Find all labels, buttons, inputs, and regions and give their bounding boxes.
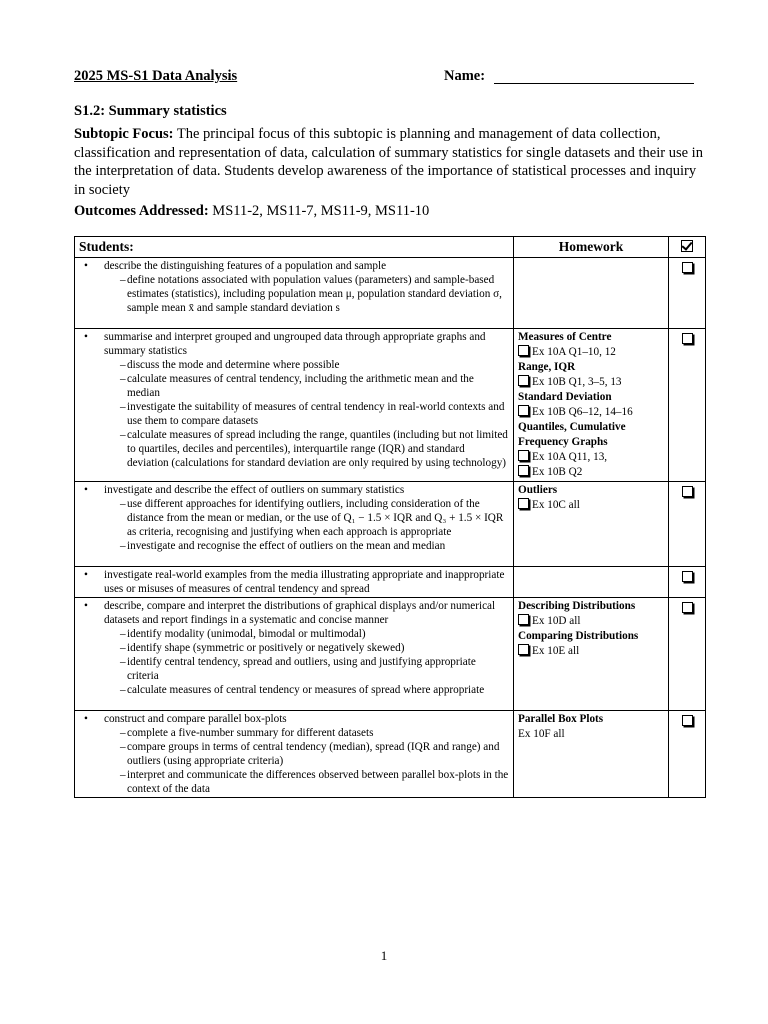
table-body xyxy=(75,258,706,798)
outcome-point xyxy=(79,599,509,697)
students-cell xyxy=(75,258,514,329)
homework-item xyxy=(518,498,664,513)
students-cell xyxy=(75,598,514,711)
students-header: Students: xyxy=(75,237,514,258)
homework-item xyxy=(518,465,664,480)
outcome-subpoint: – identify shape (symmetric or positively or negatively skewed) xyxy=(104,641,509,655)
outcome-subpoint: – define notations associated with population values (parameters) and sample-based estimates (statistics), including population mean μ, population standard deviation σ, sample mean x̄ and sample standard deviation s xyxy=(104,273,509,315)
completion-cell xyxy=(669,567,706,598)
homework-item-text: Ex 10F all xyxy=(518,728,565,740)
subtopic-title: S1.2: Summary statistics xyxy=(74,103,227,119)
outcome-point-text: construct and compare parallel box-plots xyxy=(104,713,287,725)
homework-heading: Range, IQR xyxy=(518,361,576,373)
homework-heading: Outliers xyxy=(518,484,558,496)
homework-item-text: Ex 10B Q1, 3–5, 13 xyxy=(532,376,622,388)
homework-item-text: Ex 10B Q2 xyxy=(532,466,583,478)
homework-item xyxy=(518,614,664,629)
homework-heading: Standard Deviation xyxy=(518,391,612,403)
checkbox-icon[interactable] xyxy=(518,375,529,386)
outcome-point-text: investigate real-world examples from the media illustrating appropriate and inappropriate uses or misuses of measures of central tendency and spread xyxy=(104,569,505,595)
table-row xyxy=(75,329,706,482)
course-title: 2025 MS-S1 Data Analysis xyxy=(74,68,238,84)
checkbox-icon[interactable] xyxy=(518,614,529,625)
homework-item-text: Ex 10E all xyxy=(532,645,580,657)
checkbox-icon[interactable] xyxy=(518,644,529,655)
completion-cell xyxy=(669,482,706,567)
subtopic-focus xyxy=(74,125,705,199)
name-field-line[interactable] xyxy=(494,83,694,84)
outcome-point xyxy=(79,568,509,596)
homework-heading: Comparing Distributions xyxy=(518,630,639,642)
students-cell xyxy=(75,329,514,482)
homework-header: Homework xyxy=(514,237,669,258)
homework-cell xyxy=(514,329,669,482)
outcome-subpoint: – calculate measures of central tendency, including the arithmetic mean and the median xyxy=(104,372,509,400)
homework-item-text: Ex 10A Q1–10, 12 xyxy=(532,346,616,358)
outcome-subpoint: – interpret and communicate the differences observed between parallel box-plots in the context of the data xyxy=(104,768,509,796)
outcomes-table xyxy=(74,236,706,798)
checkbox-icon[interactable] xyxy=(518,498,529,509)
table-row xyxy=(75,711,706,798)
outcome-point-text: describe, compare and interpret the distributions of graphical displays and/or numerical datasets and report findings in a systematic and concise manner xyxy=(104,600,496,626)
completion-cell xyxy=(669,598,706,711)
outcome-point-text: describe the distinguishing features of a population and sample xyxy=(104,260,387,272)
homework-cell xyxy=(514,482,669,567)
outcome-point xyxy=(79,483,509,553)
homework-heading: Describing Distributions xyxy=(518,600,636,612)
homework-heading: Quantiles, Cumulative Frequency Graphs xyxy=(518,421,626,448)
outcome-subpoint: – discuss the mode and determine where possible xyxy=(104,358,509,372)
outcome-subpoint: – complete a five-number summary for different datasets xyxy=(104,726,509,740)
checkbox-icon[interactable] xyxy=(518,450,529,461)
completion-checkbox-icon[interactable] xyxy=(682,333,693,344)
outcome-point-text: summarise and interpret grouped and ungrouped data through appropriate graphs and summary statistics xyxy=(104,331,486,357)
outcome-subpoint: – investigate and recognise the effect of outliers on the mean and median xyxy=(104,539,509,553)
outcome-subpoint: – identify modality (unimodal, bimodal or multimodal) xyxy=(104,627,509,641)
homework-item xyxy=(518,450,664,465)
table-row xyxy=(75,598,706,711)
homework-item-text: Ex 10D all xyxy=(532,615,581,627)
outcome-point xyxy=(79,330,509,470)
table-row xyxy=(75,258,706,329)
completion-checkbox-icon[interactable] xyxy=(682,262,693,273)
homework-item-text: Ex 10A Q11, 13, xyxy=(532,451,608,463)
outcome-point xyxy=(79,712,509,796)
completion-checkbox-icon[interactable] xyxy=(682,486,693,497)
students-cell xyxy=(75,482,514,567)
completion-cell xyxy=(669,711,706,798)
homework-item xyxy=(518,345,664,360)
completion-checkbox-icon[interactable] xyxy=(682,571,693,582)
outcome-point xyxy=(79,259,509,315)
homework-cell xyxy=(514,567,669,598)
table-row xyxy=(75,482,706,567)
students-cell xyxy=(75,711,514,798)
outcome-subpoint: – investigate the suitability of measures of central tendency in real-world contexts and use them to compare datasets xyxy=(104,400,509,428)
homework-item-text: Ex 10C all xyxy=(532,499,580,511)
outcome-subpoint: – compare groups in terms of central tendency (median), spread (IQR and range) and outliers (using appropriate criteria) xyxy=(104,740,509,768)
header xyxy=(74,68,705,88)
homework-heading: Parallel Box Plots xyxy=(518,713,604,725)
focus-label: Subtopic Focus: xyxy=(74,126,174,142)
homework-item xyxy=(518,405,664,420)
name-label: Name: xyxy=(444,68,486,84)
completion-checkbox-icon[interactable] xyxy=(682,602,693,613)
checkbox-header xyxy=(669,237,706,258)
homework-cell xyxy=(514,258,669,329)
homework-item xyxy=(518,375,664,390)
outcomes-text: MS11-2, MS11-7, MS11-9, MS11-10 xyxy=(212,203,430,219)
page-number: 1 xyxy=(380,948,388,963)
outcomes-label: Outcomes Addressed: xyxy=(74,203,209,219)
homework-item-text: Ex 10B Q6–12, 14–16 xyxy=(532,406,633,418)
homework-heading: Measures of Centre xyxy=(518,331,612,343)
outcome-point-text: investigate and describe the effect of outliers on summary statistics xyxy=(104,484,405,496)
homework-item xyxy=(518,727,664,742)
students-cell xyxy=(75,567,514,598)
outcomes-addressed xyxy=(74,203,429,220)
table-row xyxy=(75,567,706,598)
outcome-subpoint: – calculate measures of spread including the range, quantiles (including but not limited to quartiles, deciles and percentiles), interquartile range (IQR) and standard deviation (calculations for standard deviation are only required by using technology) xyxy=(104,428,509,470)
outcome-subpoint: – use different approaches for identifying outliers, including consideration of the distance from the mean or median, or the use of Q₁ − 1.5 × IQR and Q₃ + 1.5 × IQR as criteria, recognising and justifying when each approach is appropriate xyxy=(104,497,509,539)
checkbox-icon[interactable] xyxy=(518,405,529,416)
checkbox-icon[interactable] xyxy=(518,465,529,476)
homework-cell xyxy=(514,711,669,798)
focus-text: The principal focus of this subtopic is planning and management of data collection, classification and representation of data, calculation of summary statistics for single datasets and their use in the interpretation of data. Students develop awareness of the importance of statistical processes and inquiry in society xyxy=(74,126,703,198)
outcome-subpoint: – calculate measures of central tendency or measures of spread where appropriate xyxy=(104,683,509,697)
completion-checkbox-icon[interactable] xyxy=(682,715,693,726)
homework-item xyxy=(518,644,664,659)
homework-cell xyxy=(514,598,669,711)
completion-cell xyxy=(669,329,706,482)
checked-box-icon xyxy=(681,240,693,252)
outcome-subpoint: – identify central tendency, spread and outliers, using and justifying appropriate criteria xyxy=(104,655,509,683)
checkbox-icon[interactable] xyxy=(518,345,529,356)
completion-cell xyxy=(669,258,706,329)
